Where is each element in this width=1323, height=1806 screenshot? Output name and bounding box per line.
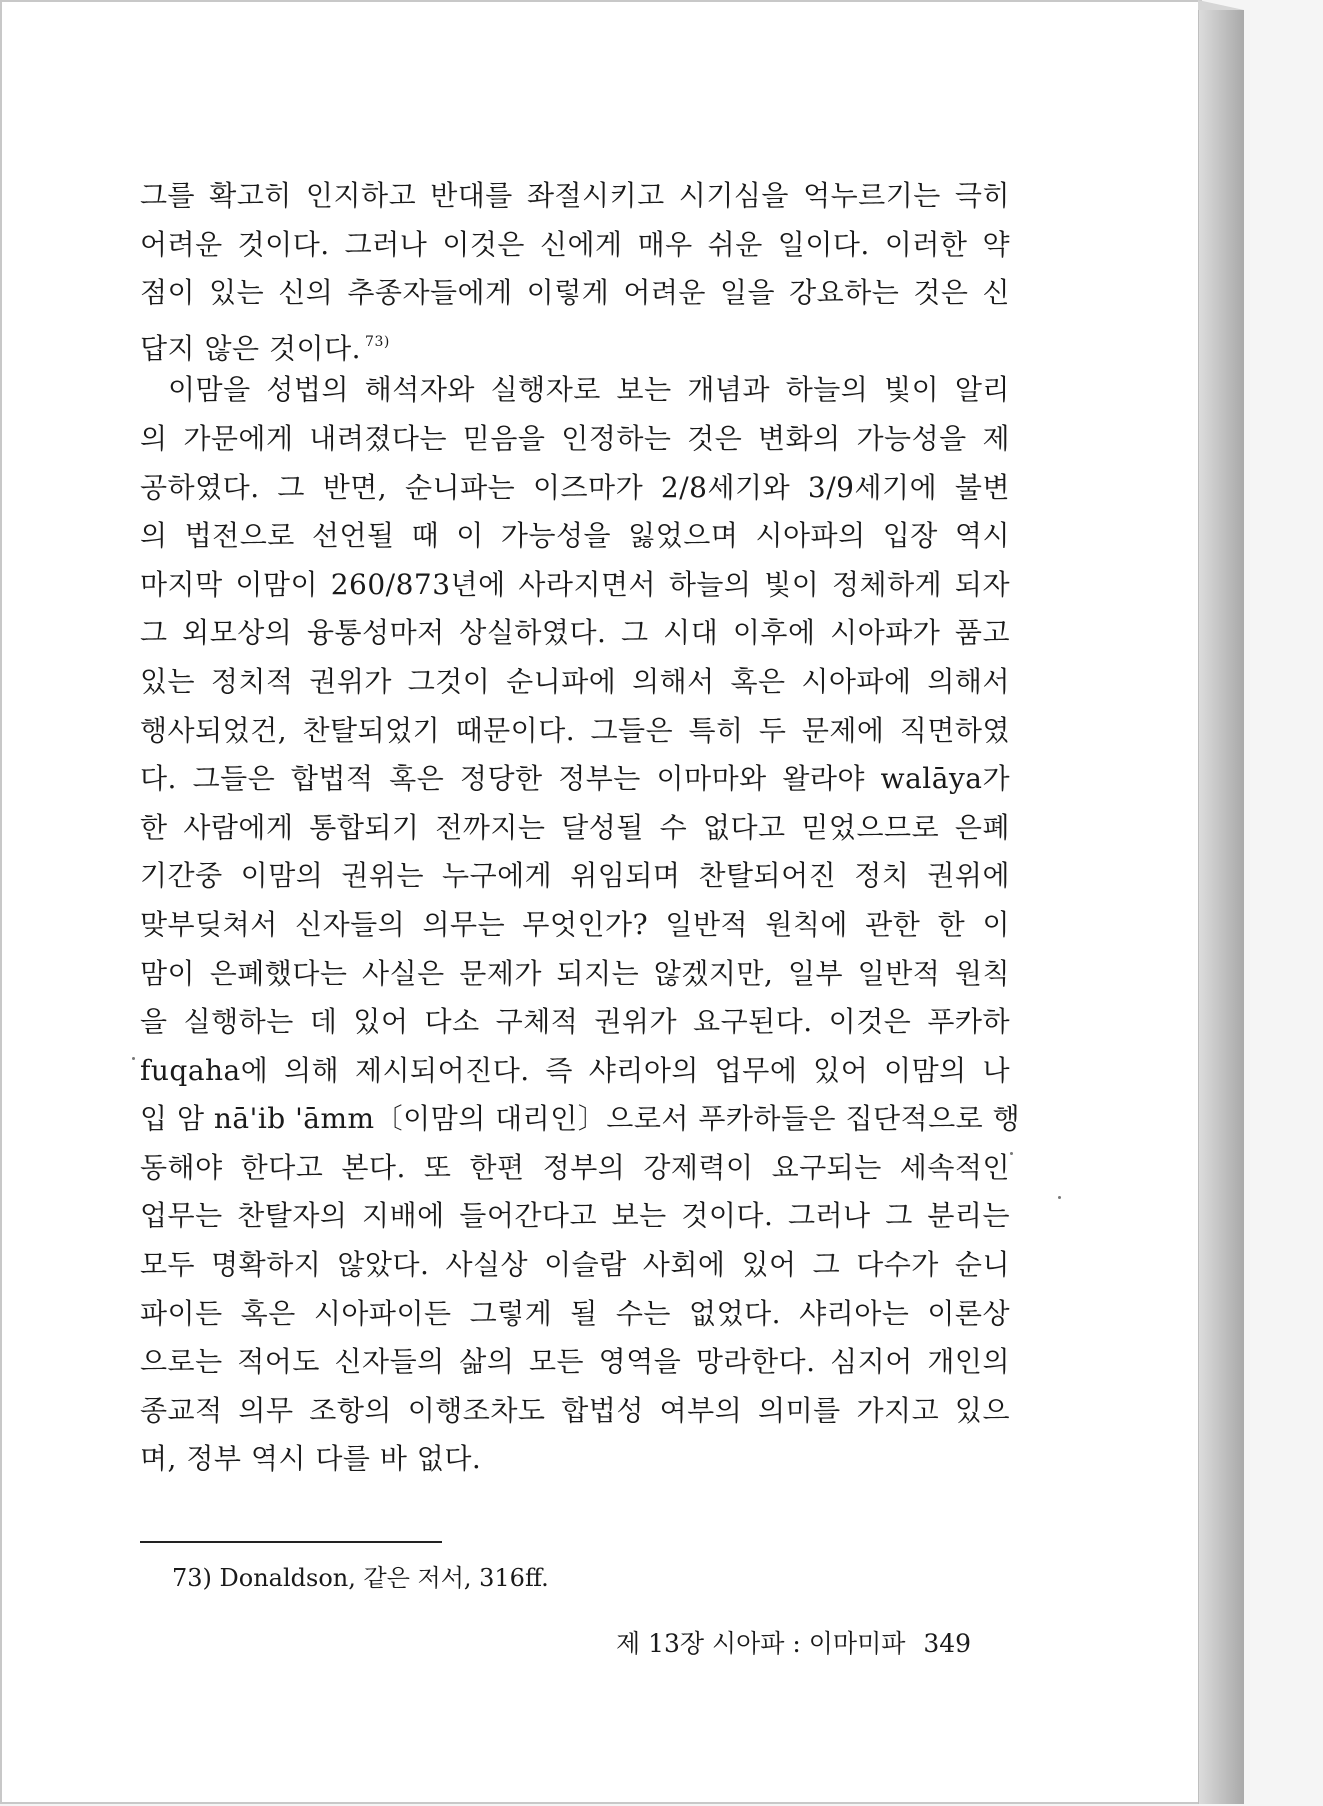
scan-speck [1058,1196,1061,1199]
text-line: 공하였다. 그 반면, 순니파는 이즈마가 2/8세기와 3/9세기에 불변 [140,470,1010,504]
text-line: 종교적 의무 조항의 이행조차도 합법성 여부의 의미를 가지고 있으 [140,1393,1010,1427]
scan-speck [1010,1152,1013,1155]
footnote: 73) Donaldson, 같은 저서, 316ff. [172,1564,549,1592]
text-line: fuqaha에 의해 제시되어진다. 즉 샤리아의 업무에 있어 이맘의 나 [140,1053,1010,1087]
page-number: 349 [923,1629,972,1658]
text-line-with-footnote [140,318,1010,367]
paragraph-first-line [140,366,1010,415]
text-line: 이맘을 성법의 해석자와 실행자로 보는 개념과 하늘의 빛이 알리 [168,373,1010,407]
book-edge-side [1198,10,1244,1804]
text-line: 의 가문에게 내려졌다는 믿음을 인정하는 것은 변화의 가능성을 제 [140,421,1010,455]
text-line: 행사되었건, 찬탈되었기 때문이다. 그들은 특히 두 문제에 직면하였 [140,713,1010,747]
text-line: 그 외모상의 융통성마저 상실하였다. 그 시대 이후에 시아파가 품고 [140,616,1010,650]
text-line: 며, 정부 역시 다를 바 없다. [140,1442,482,1476]
text-line: 있는 정치적 권위가 그것이 순니파에 의해서 혹은 시아파에 의해서 [140,664,1010,698]
text-line: 기간중 이맘의 권위는 누구에게 위임되며 찬탈되어진 정치 권위에 [140,859,1010,893]
text-line: 한 사람에게 통합되기 전까지는 달성될 수 없다고 믿었으므로 은폐 [140,810,1010,844]
footnote-divider [140,1541,442,1543]
text-line: 점이 있는 신의 추종자들에게 이렇게 어려운 일을 강요하는 것은 신 [140,276,1010,310]
text-line: 맘이 은폐했다는 사실은 문제가 되지는 않겠지만, 일부 일반적 원칙 [140,956,1010,990]
body-text [140,172,1021,1484]
text-line: 어려운 것이다. 그러나 이것은 신에게 매우 쉬운 일이다. 이러한 약 [140,227,1010,261]
text-line: 모두 명확하지 않았다. 사실상 이슬람 사회에 있어 그 다수가 순니 [140,1248,1010,1282]
text-line: 그를 확고히 인지하고 반대를 좌절시키고 시기심을 억누르기는 극히 [140,179,1010,212]
running-footer [616,1624,971,1660]
text-line: 맞부딪쳐서 신자들의 의무는 무엇인가? 일반적 원칙에 관한 한 이 [140,907,1010,941]
text-line: 의 법전으로 선언될 때 이 가능성을 잃었으며 시아파의 입장 역시 [140,519,1010,553]
text-line: 업무는 찬탈자의 지배에 들어간다고 보는 것이다. 그러나 그 분리는 [140,1199,1010,1233]
scan-speck [132,1057,135,1060]
text-line: 동해야 한다고 본다. 또 한편 정부의 강제력이 요구되는 세속적인 [140,1150,1010,1184]
text-line: 마지막 이맘이 260/873년에 사라지면서 하늘의 빛이 정체하게 되자 [140,567,1010,601]
text-line: 으로는 적어도 신자들의 삶의 모든 영역을 망라한다. 심지어 개인의 [140,1345,1010,1379]
text-line: 을 실행하는 데 있어 다소 구체적 권위가 요구된다. 이것은 푸카하 [140,1005,1010,1039]
chapter-title: 제 13장 시아파 : 이마미파 [616,1629,906,1658]
text-line: 입 암 nā'ib 'āmm〔이맘의 대리인〕으로서 푸카하들은 집단적으로 행 [140,1102,1021,1136]
text-line: 답지 않은 것이다. [140,331,362,365]
text-line: 파이든 혹은 시아파이든 그렇게 될 수는 없었다. 샤리아는 이론상 [140,1296,1010,1330]
text-line: 다. 그들은 합법적 혹은 정당한 정부는 이마마와 왈라야 walāya가 [140,762,1010,796]
footnote-reference: 73) [365,333,390,350]
book-edge-top [1198,0,1244,10]
